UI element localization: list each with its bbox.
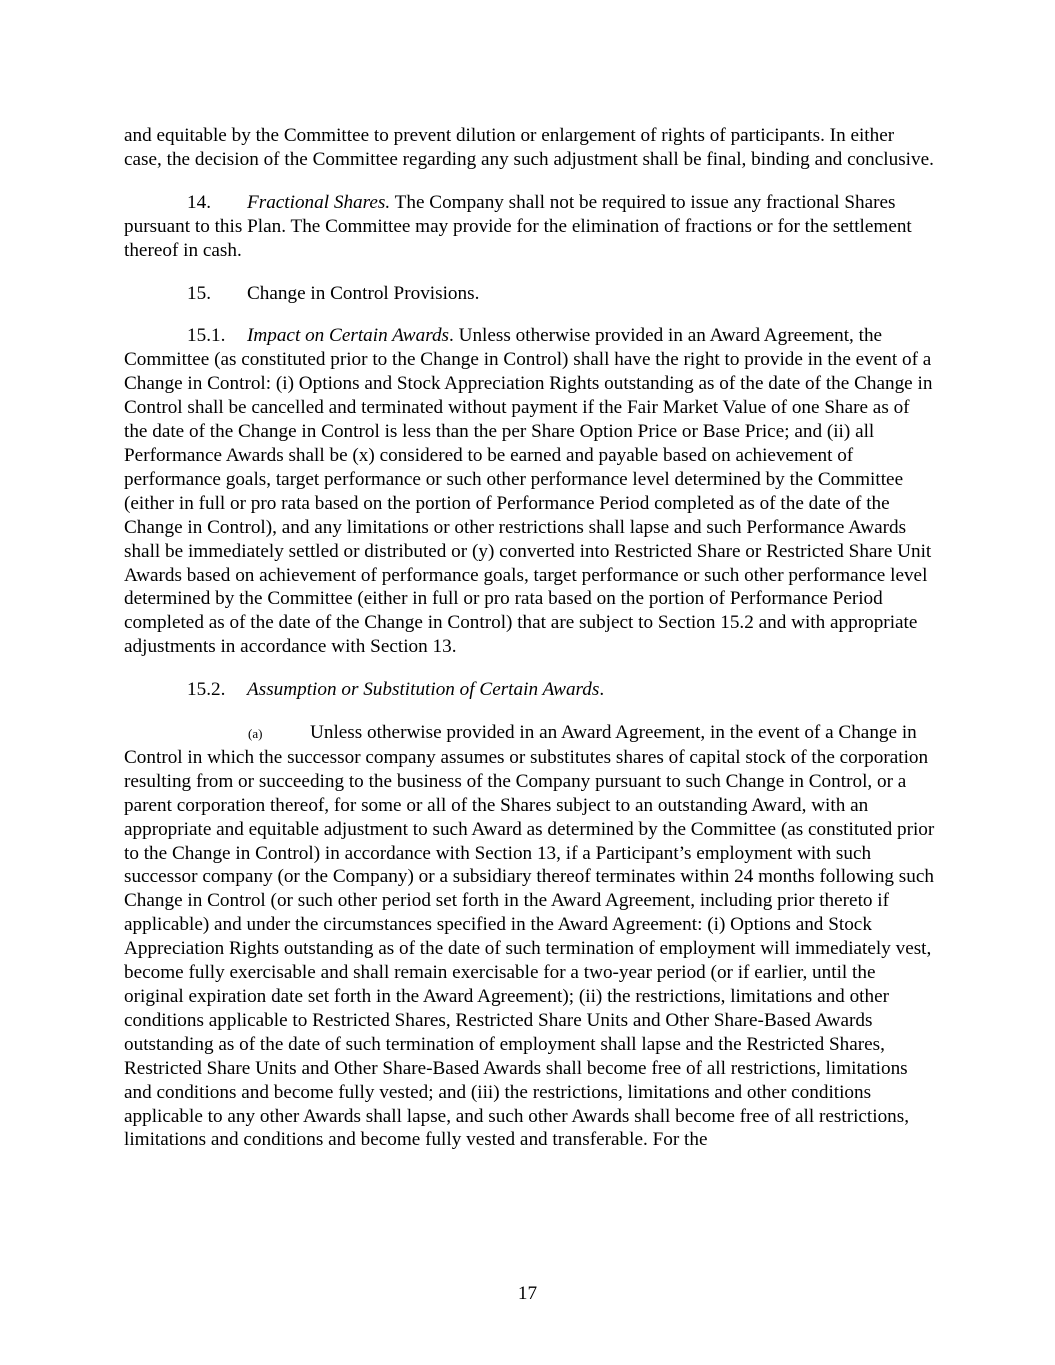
section-15-2-trailing: . xyxy=(599,679,605,701)
section-14-number: 14. xyxy=(187,191,211,213)
document-page xyxy=(124,124,936,1171)
section-14-body: The Company shall not be required to issue any fractional Shares pursuant to this Plan. The Committee may provide for the elimination of fractions or for the settlement thereof in cash. xyxy=(124,191,912,261)
section-15-number: 15. xyxy=(187,282,211,304)
section-15-1-number: 15.1. xyxy=(187,325,226,347)
section-15-2-number: 15.2. xyxy=(187,679,226,701)
section-15-2-a xyxy=(124,721,936,1152)
section-15-1 xyxy=(124,324,936,659)
section-15 xyxy=(124,282,936,306)
section-15-1-heading: Impact on Certain Awards xyxy=(247,325,450,347)
section-15-2-heading: Assumption or Substitution of Certain Awards xyxy=(247,679,600,701)
section-15-heading: Change in Control Provisions. xyxy=(247,282,480,304)
paragraph-carryover: and equitable by the Committee to prevent dilution or enlargement of rights of participants. In either case, the decision of the Committee regarding any such adjustment shall be final, binding and conclusive. xyxy=(124,125,934,170)
section-15-2-a-label: (a) xyxy=(248,726,263,742)
page-number: 17 xyxy=(517,1283,538,1304)
section-15-2-a-body: Unless otherwise provided in an Award Agreement, in the event of a Change in Control in which the successor company assumes or substitutes shares of capital stock of the corporation resulting from or succeeding to the business of the Company pursuant to such Change in Control, or a parent corporation thereof, for some or all of the Shares subject to an outstanding Award, with an appropriate and equitable adjustment to such Award as determined by the Committee (as constituted prior to the Change in Control) in accordance with Section 13, if a Participant’s employment with such successor company (or the Company) or a subsidiary thereof terminates within 24 months following such Change in Control (or such other period set forth in the Award Agreement, including prior thereto if applicable) and under the circumstances specified in the Award Agreement: (i) Options and Stock Appreciation Rights outstanding as of the date of such termination of employment will immediately vest, become fully exercisable and shall remain exercisable for a two-year period (or if earlier, until the original expiration date set forth in the Award Agreement); (ii) the restrictions, limitations and other conditions applicable to Restricted Shares, Restricted Share Units and Other Share-Based Awards outstanding as of the date of such termination of employment shall lapse and the Restricted Shares, Restricted Share Units and Other Share-Based Awards shall become free of all restrictions, limitations and conditions and become fully vested; and (iii) the restrictions, limitations and other conditions applicable to any other Awards shall lapse, and such other Awards shall become free of all restrictions, limitations and conditions and become fully vested and transferable. For the xyxy=(124,722,935,1151)
section-15-1-body: . Unless otherwise provided in an Award Agreement, the Committee (as constituted prior to the Change in Control) shall have the right to provide in the event of a Change in Control: (i) Options and Stock Appreciation Rights outstanding as of the date of the Change in Control shall be cancelled and terminated without payment if the Fair Market Value of one Share as of the date of the Change in Control is less than the per Share Option Price or Base Price; and (ii) all Performance Awards shall be (x) considered to be earned and payable based on achievement of performance goals, target performance or such other performance level determined by the Committee (either in full or pro rata based on the portion of Performance Period completed as of the date of the Change in Control), and any limitations or other restrictions shall lapse and such Performance Awards shall be immediately settled or distributed or (y) converted into Restricted Share or Restricted Share Unit Awards based on achievement of performance goals, target performance or such other performance level determined by the Committee (either in full or pro rata based on the portion of Performance Period completed as of the date of the Change in Control) that are subject to Section 15.2 and with appropriate adjustments in accordance with Section 13. xyxy=(124,325,933,658)
section-15-2 xyxy=(124,678,936,702)
section-14 xyxy=(124,191,936,263)
section-14-heading: Fractional Shares. xyxy=(247,191,391,213)
